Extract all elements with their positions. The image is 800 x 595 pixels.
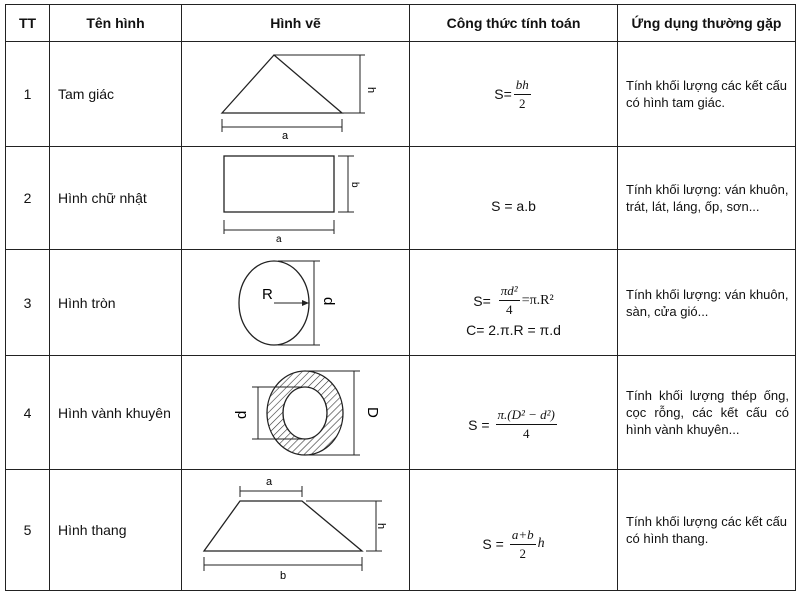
label-d: d <box>320 296 337 305</box>
formula-fraction <box>496 407 557 442</box>
label-R: R <box>262 285 273 303</box>
rectangle-figure-cell <box>182 147 410 250</box>
table-row <box>6 356 796 470</box>
annulus-figure <box>182 357 410 469</box>
formula-cell <box>410 42 618 147</box>
application-text: Tính khối lượng: ván khuôn, trát, lát, láng, ốp, sơn... <box>618 147 796 250</box>
label-D: D <box>364 406 381 418</box>
row-number: 5 <box>6 470 50 591</box>
label-h: h <box>365 86 377 93</box>
application-text: Tính khối lượng thép ống, cọc rỗng, các kết cấu có hình vành khuyên... <box>618 356 796 470</box>
row-number: 3 <box>6 250 50 356</box>
label-d: d <box>233 410 250 419</box>
application-text: Tính khối lượng: ván khuôn, sàn, cửa gió... <box>618 250 796 356</box>
triangle-figure-cell <box>182 42 410 147</box>
shape-name: Hình tròn <box>50 250 182 356</box>
formula-suffix: h <box>537 536 545 551</box>
circumference-formula: C= 2.π.R = π.d <box>466 322 561 338</box>
formula-cell <box>410 250 618 356</box>
formula-fraction <box>499 283 520 318</box>
rectangle-formula: S = a.b <box>491 198 536 214</box>
shape-name: Hình chữ nhật <box>50 147 182 250</box>
formula-cell <box>410 356 618 470</box>
formula-suffix: =π.R² <box>521 292 554 308</box>
formula-numerator: π.(D² − d²) <box>496 407 557 425</box>
formula-denominator: 2 <box>519 545 526 561</box>
label-a: a <box>276 233 282 245</box>
shape-name: Tam giác <box>50 42 182 147</box>
trapezoid-figure-cell <box>182 470 410 591</box>
row-number: 1 <box>6 42 50 147</box>
annulus-figure-cell <box>182 356 410 470</box>
rectangle-figure <box>182 148 410 249</box>
shape-name: Hình vành khuyên <box>50 356 182 470</box>
header-tt: TT <box>6 5 50 42</box>
circle-area-formula <box>473 283 553 318</box>
label-b: b <box>349 181 360 188</box>
circle-figure <box>182 251 410 355</box>
formula-prefix: S = <box>482 536 504 552</box>
formula-prefix: S= <box>494 86 512 102</box>
application-text: Tính khối lượng các kết cấu có hình tam giác. <box>618 42 796 147</box>
row-number: 2 <box>6 147 50 250</box>
table-row <box>6 42 796 147</box>
label-a: a <box>266 475 273 488</box>
table-header-row <box>6 5 796 42</box>
label-b: b <box>280 569 287 582</box>
formula-fraction <box>514 77 531 112</box>
row-number: 4 <box>6 356 50 470</box>
formula-cell <box>410 470 618 591</box>
header-formula: Công thức tính toán <box>410 5 618 42</box>
header-name: Tên hình <box>50 5 182 42</box>
formula-prefix: S = <box>468 416 490 433</box>
header-figure: Hình vẽ <box>182 5 410 42</box>
formula-numerator: bh <box>514 77 531 95</box>
table-row <box>6 147 796 250</box>
label-a: a <box>282 129 289 142</box>
header-application: Ứng dụng thường gặp <box>618 5 796 42</box>
formula-prefix: S= <box>473 292 491 309</box>
table-row <box>6 470 796 591</box>
triangle-formula <box>494 77 533 112</box>
formula-numerator: πd² <box>499 283 520 301</box>
trapezoid-formula <box>482 527 544 562</box>
formula-denominator: 2 <box>519 95 526 111</box>
trapezoid-figure <box>182 471 410 590</box>
annulus-formula <box>468 407 559 442</box>
area-formula-table <box>5 4 796 591</box>
formula-denominator: 4 <box>506 302 513 317</box>
formula-cell <box>410 147 618 250</box>
formula-fraction <box>510 527 536 562</box>
formula-denominator: 4 <box>522 426 530 441</box>
shape-name: Hình thang <box>50 470 182 591</box>
formula-table-sheet <box>5 4 795 589</box>
application-text: Tính khối lượng các kết cấu có hình thang. <box>618 470 796 591</box>
table-row <box>6 250 796 356</box>
circle-figure-cell <box>182 250 410 356</box>
label-h: h <box>375 522 387 529</box>
formula-numerator: a+b <box>510 527 536 545</box>
triangle-figure <box>182 43 410 146</box>
